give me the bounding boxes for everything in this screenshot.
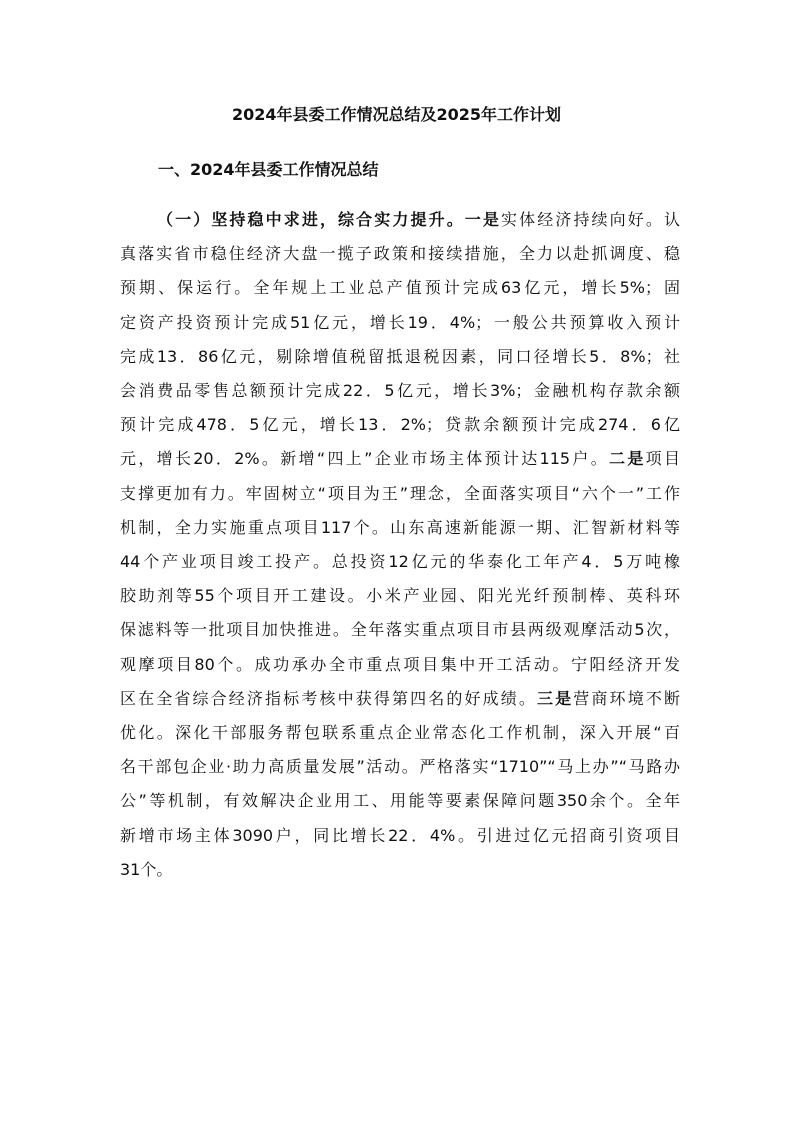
text-run: 胶助剂等55个项目开工建设。小米产业园、阳光光纤预制棒、英科环 xyxy=(120,586,680,606)
bold-text-run: 三是 xyxy=(537,688,574,708)
text-run: 名干部包企业·助力高质量发展”活动。严格落实“1710”“马上办”“马路办 xyxy=(120,757,680,777)
paragraph-line xyxy=(120,442,680,476)
text-run: 预计完成478．5亿元，增长13．2%；贷款余额预计完成274．6亿 xyxy=(120,415,680,435)
paragraph-line xyxy=(120,853,680,887)
text-run: 44个产业项目竣工投产。总投资12亿元的华泰化工年产4．5万吨橡 xyxy=(120,552,680,572)
text-run: 区在全省综合经济指标考核中获得第四名的好成绩。 xyxy=(120,688,538,708)
paragraph-line xyxy=(120,203,680,237)
paragraph-line xyxy=(120,784,680,818)
bold-text-run: 一是 xyxy=(464,210,502,229)
document-title: 2024年县委工作情况总结及2025年工作计划 xyxy=(231,105,562,124)
paragraph-line xyxy=(120,271,680,305)
text-run: 预期、保运行。全年规上工业总产值预计完成63亿元，增长5%；固 xyxy=(120,278,680,298)
paragraph-line xyxy=(120,716,680,750)
paragraph-line xyxy=(120,374,680,408)
paragraph-line xyxy=(120,545,680,579)
paragraph-line xyxy=(120,579,680,613)
section-heading: 一、2024年县委工作情况总结 xyxy=(158,160,379,179)
paragraph-line xyxy=(120,237,680,271)
paragraph-line xyxy=(120,477,680,511)
text-run: 支撑更加有力。牢固树立“项目为王”理念，全面落实项目“六个一”工作 xyxy=(120,483,680,503)
paragraph-line xyxy=(120,648,680,682)
text-run: 优化。深化干部服务帮包联系重点企业常态化工作机制，深入开展“百 xyxy=(120,723,680,743)
text-run: 机制，全力实施重点项目117个。山东高速新能源一期、汇智新材料等 xyxy=(120,517,680,537)
bold-text-run: 二是 xyxy=(609,449,646,469)
paragraph-line xyxy=(120,682,680,716)
text-run: 实体经济持续向好。认 xyxy=(501,210,680,229)
text-run: 真落实省市稳住经济大盘一揽子政策和接续措施，全力以赴抓调度、稳 xyxy=(120,244,680,264)
text-run: 观摩项目80个。成功承办全市重点项目集中开工活动。宁阳经济开发 xyxy=(120,654,680,674)
text-run: 项目 xyxy=(645,449,680,469)
text-run: 会消费品零售总额预计完成22．5亿元，增长3%；金融机构存款余额 xyxy=(120,381,680,401)
paragraph-line xyxy=(120,750,680,784)
paragraph-line xyxy=(120,306,680,340)
text-run: 元，增长20．2%。新增“四上”企业市场主体预计达115户。 xyxy=(120,449,610,469)
paragraph-line xyxy=(120,819,680,853)
text-run: 完成13．86亿元，剔除增值税留抵退税因素，同口径增长5．8%；社 xyxy=(120,346,680,366)
body-paragraph xyxy=(120,203,680,887)
text-run: 保滤料等一批项目加快推进。全年落实重点项目市县两级观摩活动5次， xyxy=(120,620,680,640)
text-run: 定资产投资预计完成51亿元，增长19．4%；一般公共预算收入预计 xyxy=(120,312,680,332)
paragraph-line xyxy=(120,613,680,647)
text-run: 31个。 xyxy=(120,859,173,879)
bold-text-run: （一）坚持稳中求进，综合实力提升。 xyxy=(157,210,465,229)
paragraph-line xyxy=(120,340,680,374)
paragraph-line xyxy=(120,408,680,442)
text-run: 公”等机制，有效解决企业用工、用能等要素保障问题350余个。全年 xyxy=(120,791,680,811)
text-run: 营商环境不断 xyxy=(573,688,680,708)
text-run: 新增市场主体3090户，同比增长22．4%。引进过亿元招商引资项目 xyxy=(120,825,680,845)
paragraph-line xyxy=(120,511,680,545)
